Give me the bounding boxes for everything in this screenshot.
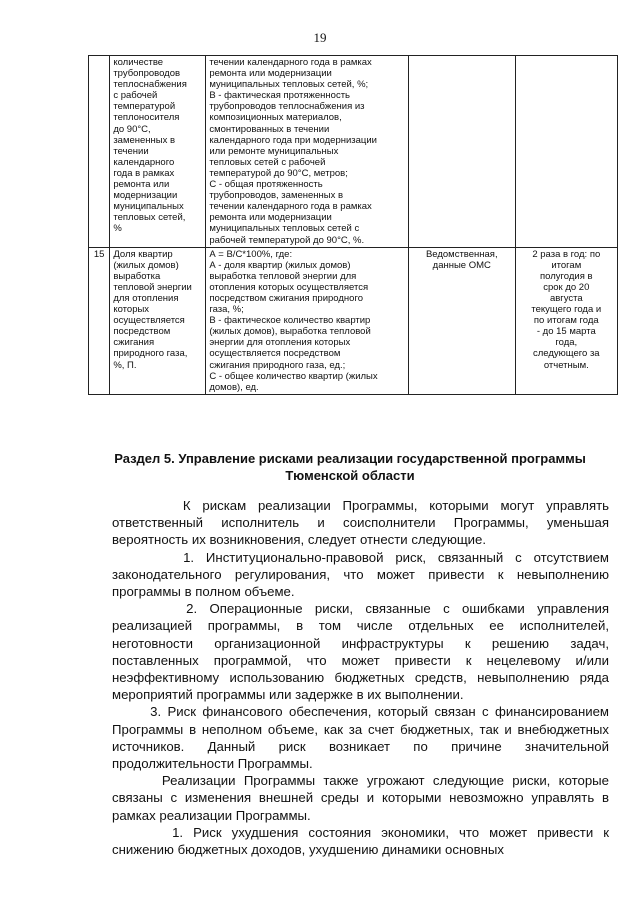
cell-line: выработка тепловой энергии для <box>209 270 357 282</box>
cell-line: теплоснабжения <box>113 79 187 91</box>
cell-line: сжигания природного газа, ед.; <box>209 359 346 371</box>
cell-line: срок до 20 <box>543 281 590 293</box>
row-number-cell <box>89 56 110 248</box>
paragraph <box>112 703 609 772</box>
paragraph <box>112 549 609 601</box>
indicators-table <box>88 55 618 395</box>
cell-line: текущего года и <box>531 304 602 316</box>
text-line: продолжительности Программы. <box>112 756 313 772</box>
cell-line: данные ОМС <box>432 259 491 271</box>
paragraph <box>112 600 609 703</box>
period-cell <box>515 247 617 394</box>
cell-line: домов), ед. <box>209 381 259 393</box>
cell-line: с рабочей <box>113 90 158 102</box>
indicator-cell <box>110 56 206 248</box>
cell-line: В - фактическое количество квартир <box>209 315 371 327</box>
text-line: источников. Данный риск возникает по причине значительной <box>112 738 609 754</box>
cell-line: А - доля квартир (жилых домов) <box>209 259 351 271</box>
body-text <box>112 497 609 858</box>
cell-line: С - общая протяженность <box>209 179 323 191</box>
cell-line: теплоносителя <box>113 112 180 124</box>
cell-line: трубопроводов <box>113 68 181 80</box>
text-line: ответственный исполнитель и соисполнители Программы, уменьшая <box>112 515 609 531</box>
text-line: рамках реализации Программы. <box>112 807 311 823</box>
cell-line: замененных в <box>113 134 176 146</box>
cell-line: модернизации <box>113 190 178 202</box>
text-line: 2. Операционные риски, связанные с ошибками управления <box>112 601 609 617</box>
source-cell <box>408 56 515 248</box>
period-cell <box>515 56 617 248</box>
text-line: реализацией программы, в том числе отдельных ее исполнителей, <box>112 618 609 634</box>
paragraph <box>112 772 609 824</box>
cell-line: муниципальных тепловых сетей с <box>209 223 360 235</box>
cell-line: осуществляется <box>113 315 185 327</box>
cell-line: тепловых сетей, <box>113 212 186 224</box>
cell-line: ремонта или <box>113 179 170 191</box>
cell-line: смонтированных в течении <box>209 123 330 135</box>
cell-line: следующего за <box>532 348 600 360</box>
cell-line: - до 15 марта <box>536 326 596 338</box>
row-number-cell: 15 <box>89 247 110 394</box>
cell-line: течении <box>113 145 149 157</box>
cell-line: августа <box>549 292 583 304</box>
cell-line: композиционных материалов, <box>209 112 342 124</box>
text-line: законодательного регулирования, что может привести к невыполнению <box>112 566 609 582</box>
text-line: вероятность их возникновения, следует отнести следующие. <box>112 532 487 548</box>
cell-line: В - фактическая протяженность <box>209 90 350 102</box>
text-line: снижению бюджетных доходов, ухудшению динамики основных <box>112 842 504 858</box>
cell-line: или ремонте муниципальных <box>209 145 339 157</box>
text-line: неэффективному использованию бюджетных средств, невыполнению ряда <box>112 670 609 686</box>
text-line: программы в полном объеме. <box>112 584 295 600</box>
section-title <box>100 450 600 484</box>
cell-line: полугодия в <box>540 270 593 282</box>
text-line: Программы в неполном объеме, как за счет бюджетных, так и внебюджетных <box>112 721 609 737</box>
cell-line: календарного года при модернизации <box>209 134 377 146</box>
paragraph <box>112 497 609 549</box>
cell-line: %, П. <box>113 359 137 371</box>
cell-line: муниципальных <box>113 201 184 213</box>
cell-line: количестве <box>113 57 164 68</box>
cell-line: муниципальных тепловых сетей, %; <box>209 79 369 91</box>
text-line: поставленных программой, что может привести к нецелевому и/или <box>112 652 609 668</box>
cell-line: природного газа, <box>113 348 188 360</box>
cell-line: итогам <box>551 259 582 271</box>
cell-line: до 90°С, <box>113 123 151 135</box>
table-row <box>89 247 618 394</box>
text-line: 3. Риск финансового обеспечения, который связан с финансированием <box>112 704 609 720</box>
cell-line: посредством сжигания природного <box>209 292 363 304</box>
cell-line: посредством <box>113 326 171 338</box>
cell-line: Доля квартир <box>113 248 173 260</box>
cell-line: Ведомственная, <box>425 248 498 260</box>
cell-line: ремонта или модернизации <box>209 68 332 80</box>
cell-line: для отопления <box>113 292 179 304</box>
cell-line: А = В/С*100%, где: <box>209 248 293 260</box>
cell-line: выработка <box>113 270 161 282</box>
section-title-line: Раздел 5. Управление рисками реализации государственной программы <box>114 451 586 466</box>
cell-line: по итогам года <box>533 315 599 327</box>
cell-line: отопления которых осуществляется <box>209 281 369 293</box>
text-line: 1. Институционально-правовой риск, связанный с отсутствием <box>112 549 609 565</box>
text-line: 1. Риск ухудшения состояния экономики, что может привести к <box>112 824 609 840</box>
cell-line: газа, %; <box>209 304 244 316</box>
cell-line: рабочей температурой до 90°С, %. <box>209 234 365 246</box>
cell-line: календарного <box>113 156 175 168</box>
cell-line: которых <box>113 304 150 316</box>
page-number: 19 <box>313 30 327 45</box>
cell-line: тепловой энергии <box>113 281 192 293</box>
cell-line: отчетным. <box>543 359 589 371</box>
source-cell <box>408 247 515 394</box>
table-row <box>89 56 618 248</box>
cell-line: года, <box>555 337 578 349</box>
cell-line: трубопроводов теплоснабжения из <box>209 101 365 113</box>
cell-line: (жилых домов) <box>113 259 179 271</box>
cell-line: года в рамках <box>113 167 175 179</box>
cell-line: (жилых домов), выработка тепловой <box>209 326 371 338</box>
cell-line: течении календарного года в рамках <box>209 57 372 68</box>
text-line: К рискам реализации Программы, которыми могут управлять <box>112 498 609 513</box>
cell-line: энергии для отопления которых <box>209 337 351 349</box>
indicator-cell <box>110 247 206 394</box>
cell-line: осуществляется посредством <box>209 348 341 360</box>
cell-line: температурой <box>113 101 176 113</box>
formula-cell <box>206 56 409 248</box>
section-title-line: Тюменской области <box>285 468 415 483</box>
text-line: Реализации Программы также угрожают следующие риски, которые <box>112 773 609 789</box>
cell-line: течении календарного года в рамках <box>209 201 372 213</box>
cell-line: 2 раза в год: по <box>532 248 601 260</box>
cell-line: сжигания <box>113 337 155 349</box>
text-line: связаны с изменения внешней среды и которыми невозможно управлять в <box>112 790 609 806</box>
cell-line: С - общее количество квартир (жилых <box>209 370 378 382</box>
cell-line: тепловых сетей с рабочей <box>209 156 326 168</box>
cell-line: температурой до 90°С, метров; <box>209 167 348 179</box>
paragraph <box>112 824 609 858</box>
cell-line: ремонта или модернизации <box>209 212 332 224</box>
cell-line: трубопроводов, замененных в <box>209 190 344 202</box>
text-line: мероприятий программы или задержке в их выполнении. <box>112 687 464 703</box>
text-line: неготовности организационной инфраструктуры к решению задач, <box>112 635 609 651</box>
cell-line: % <box>113 223 122 235</box>
formula-cell <box>206 247 409 394</box>
